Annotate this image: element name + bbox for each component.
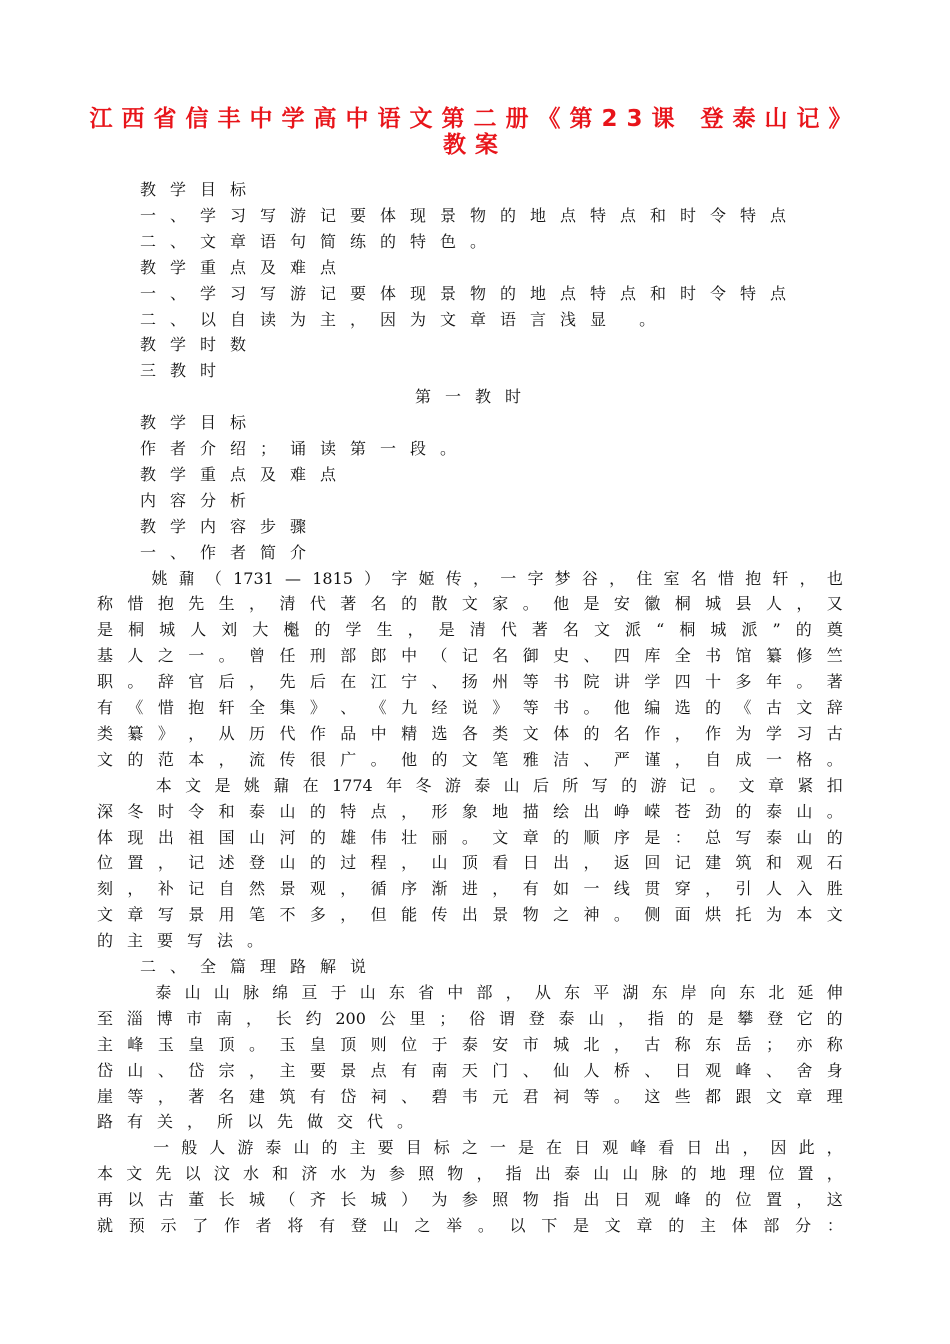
text-line: 二、以自读为主，因为文章语言浅显 。 [140,309,670,329]
text-line: 二、全篇理路解说 [140,957,381,976]
text-line: 第一教时 [414,387,535,407]
text-line: 教学重点及难点 [140,464,351,484]
text-line: 位 置 ， 记 述 登 山 的 过 程 ， 山 顶 看 日 出 ， 返 回 记 建 筑 和 观 石 [97,853,843,873]
document-title: 江西省信丰中学高中语文第二册《第23课 登泰山记》 [89,106,861,132]
text-line: 一、作者简介 [140,542,321,562]
text-line: 文 章 写 景 用 笔 不 多 ， 但 能 传 出 景 物 之 神 。 侧 面 烘 托 为 本 文 [97,905,843,925]
text-line: 教学重点及难点 [140,257,351,277]
text-line: 深 冬 时 令 和 泰 山 的 特 点 ， 形 象 地 描 绘 出 峥 嵘 苍 劲 的 泰 山 。 [97,801,843,821]
text-line: 作者介绍；诵读第一段。 [140,439,471,458]
text-line: 文 的 范 本 ， 流 传 很 广 。 他 的 文 笔 雅 洁 、 严 谨 ， 自 成 一 格 。 [97,749,843,769]
text-line: 一、学习写游记要体现景物的地点特点和时令特点 [140,283,801,303]
text-line: 教学时数 [140,335,261,355]
text-line: 称 惜 抱 先 生 ， 清 代 著 名 的 散 文 家 。 他 是 安 徽 桐 城 县 人 ， 又 [97,594,843,614]
text-line: 内容分析 [140,490,261,510]
text-line: 教学内容步骤 [140,516,321,536]
text-line: 类 纂 》 ， 从 历 代 作 品 中 精 选 各 类 文 体 的 名 作 ， 作 为 学 习 古 [97,723,843,743]
text-line: 基 人 之 一 。 曾 任 刑 部 郎 中 （ 记 名 御 史 、 四 库 全 书 馆 纂 修 竺 [97,646,843,666]
text-line: 教学目标 [140,413,261,433]
text-line: 岱 山 、 岱 宗 ， 主 要 景 点 有 南 天 门 、 仙 人 桥 、 日 观 峰 、 舍 身 [97,1060,843,1080]
document-title-line2: 教案 [443,132,507,158]
text-line: 崖 等 ， 著 名 建 筑 有 岱 祠 、 碧 韦 元 君 祠 等 。 这 些 都 跟 文 章 理 [97,1086,843,1106]
text-line: 再 以 古 董 长 城 （ 齐 长 城 ） 为 参 照 物 指 出 日 观 峰 的 位 置 ， 这 [97,1190,843,1210]
text-line: 一、学习写游记要体现景物的地点特点和时令特点 [140,205,801,225]
text-line: 一 般 人 游 泰 山 的 主 要 目 标 之 一 是 在 日 观 峰 看 日 出 ， 因 此 ， [153,1138,843,1158]
text-line: 的主要写法。 [97,931,278,951]
text-line: 主 峰 玉 皇 顶 。 玉 皇 顶 则 位 于 泰 安 市 城 北 ， 古 称 东 岳 ； 亦 称 [97,1034,843,1054]
text-line: 三教时 [140,361,231,381]
text-line: 二、文章语句简练的特色。 [140,231,501,251]
text-line: 泰 山 山 脉 绵 亘 于 山 东 省 中 部 ， 从 东 平 湖 东 岸 向 东 北 延 伸 [155,982,843,1002]
text-line: 本 文 是 姚 鼐 在 1774 年 冬 游 泰 山 后 所 写 的 游 记 。 文 章 紧 扣 [155,775,843,795]
text-line: 刻 ， 补 记 自 然 景 观 ， 循 序 渐 进 ， 有 如 一 线 贯 穿 ， 引 人 入 胜 [97,879,843,899]
text-line: 教学目标 [140,180,261,199]
text-line: 是 桐 城 人 刘 大 櫆 的 学 生 ， 是 清 代 著 名 文 派 “ 桐 城 派 ” 的 奠 [97,620,843,640]
text-line: 有 《 惜 抱 轩 全 集 》 、 《 九 经 说 》 等 书 。 他 编 选 的 《 古 文 辞 [97,698,843,717]
text-line: 就 预 示 了 作 者 将 有 登 山 之 举 。 以 下 是 文 章 的 主 体 部 分 ： [97,1216,843,1235]
text-line: 体 现 出 祖 国 山 河 的 雄 伟 壮 丽 。 文 章 的 顺 序 是 ： 总 写 泰 山 的 [97,827,843,847]
text-line: 路有关，所以先做交代。 [97,1112,428,1132]
text-line: 至 淄 博 市 南 ， 长 约 200 公 里 ； 俗 谓 登 泰 山 ， 指 的 是 攀 登 它 的 [97,1008,843,1028]
text-line: 职 。 辞 官 后 ， 先 后 在 江 宁 、 扬 州 等 书 院 讲 学 四 十 多 年 。 著 [97,672,843,692]
text-line: 姚 鼐 （ 1731 — 1815 ） 字 姬 传 ， 一 字 梦 谷 ， 住 室 名 惜 抱 轩 ， 也 [151,568,843,588]
text-line: 本 文 先 以 汶 水 和 济 水 为 参 照 物 ， 指 出 泰 山 山 脉 的 地 理 位 置 ， [97,1164,843,1184]
